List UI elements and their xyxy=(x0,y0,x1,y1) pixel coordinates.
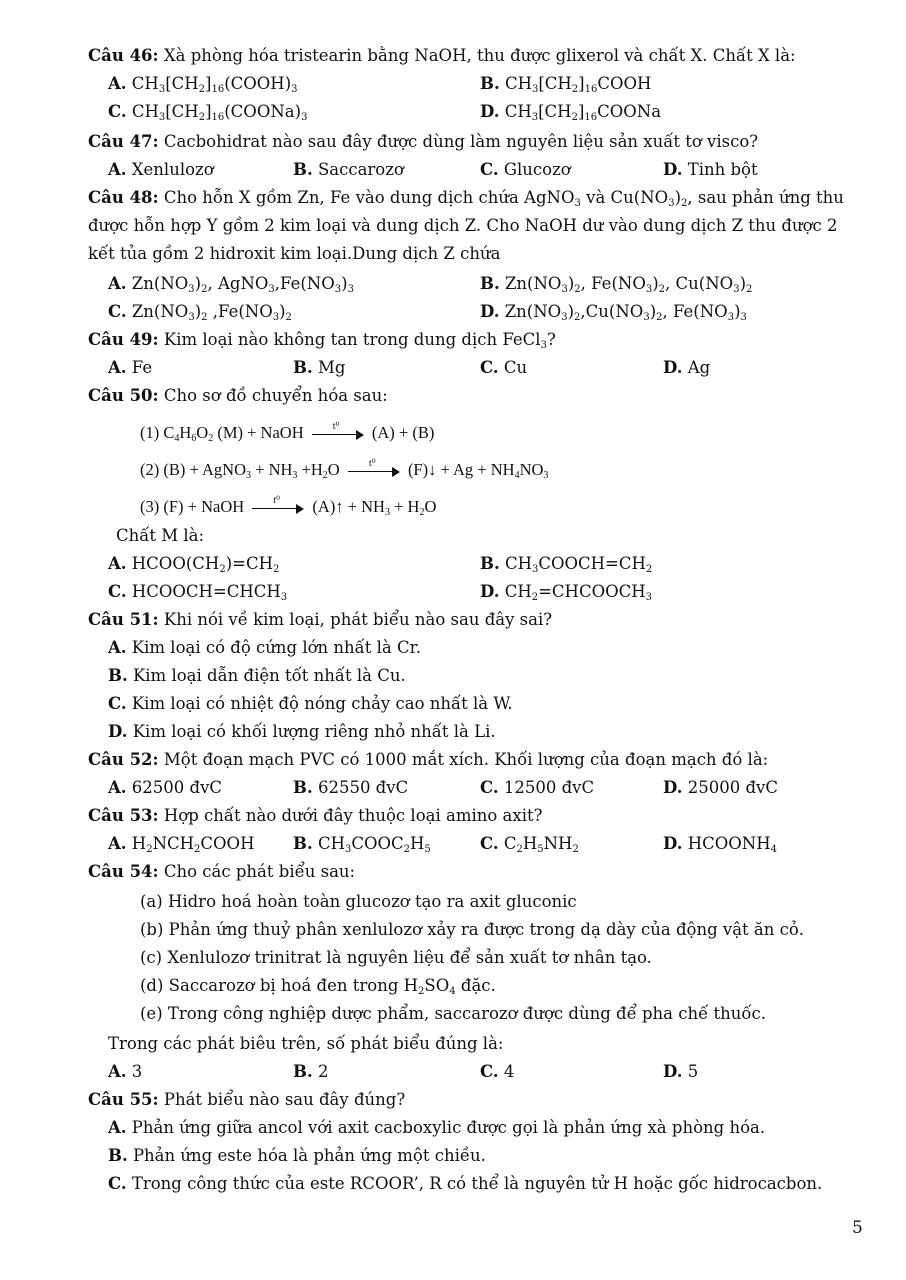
question-54-ask: Trong các phát biêu trên, số phát biểu đúng là: xyxy=(108,1034,504,1053)
q46-option-a: A. $CH_3[CH_2]_{16}(COOH)_3$ xyxy=(108,74,298,95)
question-52: Câu 52: Một đoạn mạch PVC có 1000 mắt xích. Khối lượng của đoạn mạch đó là: xyxy=(88,750,769,769)
q50-option-c: C. $HCOOCH=CHCH_3$ xyxy=(108,582,288,603)
q46-option-c: C. $CH_3[CH_2]_{16}(COONa)_3$ xyxy=(108,102,308,123)
question-51: Câu 51: Khi nói về kim loại, phát biểu nào sau đây sai? xyxy=(88,610,553,629)
q49-option-c: C. Cu xyxy=(480,358,528,377)
q54-option-d: D. 5 xyxy=(663,1062,699,1081)
question-46: Câu 46: Xà phòng hóa tristearin bằng NaOH, thu được glixerol và chất X. Chất X là: xyxy=(88,46,796,65)
reaction-arrow: t⁰ xyxy=(312,427,364,441)
question-50-ask: Chất M là: xyxy=(116,526,205,545)
q53-option-b: B. $CH_3COOC_2H_5$ xyxy=(293,834,431,855)
q53-option-d: D. $HCOONH_4$ xyxy=(663,834,777,855)
statement-c: (c) Xenlulozơ trinitrat là nguyên liệu để sản xuất tơ nhân tạo. xyxy=(140,948,652,967)
q51-option-c: C. Kim loại có nhiệt độ nóng chảy cao nhất là W. xyxy=(108,694,513,713)
q49-option-d: D. Ag xyxy=(663,358,711,377)
q52-option-b: B. 62550 đvC xyxy=(293,778,409,797)
reaction-2: (2) (B) + AgNO$_3$ + $NH_3 +H_2O$ t⁰ (F)↓ + $Ag + NH_4NO_3$ xyxy=(140,458,549,481)
q54-option-a: A. 3 xyxy=(108,1062,143,1081)
q48-option-c: C. $Zn(NO_3)_2$ $,Fe(NO_3)_2$ xyxy=(108,302,292,323)
reaction-arrow: t⁰ xyxy=(252,501,304,515)
q51-option-d: D. Kim loại có khối lượng riêng nhỏ nhất là Li. xyxy=(108,722,496,741)
page-number: 5 xyxy=(852,1218,863,1238)
q51-option-b: B. Kim loại dẫn điện tốt nhất là Cu. xyxy=(108,666,406,685)
question-48-line-3: kết tủa gồm 2 hidroxit kim loại.Dung dịch Z chứa xyxy=(88,244,501,263)
q50-option-a: A. $HCOO(CH_2)=CH_2$ xyxy=(108,554,280,575)
q48-option-d: D. $Zn(NO_3)_2,Cu(NO_3)_2$, $Fe(NO_3)_3$ xyxy=(480,302,747,323)
statement-a: (a) Hidro hoá hoàn toàn glucozơ tạo ra axit gluconic xyxy=(140,892,577,911)
statement-b: (b) Phản ứng thuỷ phân xenlulozơ xảy ra được trong dạ dày của động vật ăn cỏ. xyxy=(140,920,805,939)
q55-option-a: A. Phản ứng giữa ancol với axit cacboxylic được gọi là phản ứng xà phòng hóa. xyxy=(108,1118,766,1137)
q49-option-a: A. Fe xyxy=(108,358,153,377)
question-50: Câu 50: Cho sơ đồ chuyển hóa sau: xyxy=(88,386,388,405)
q46-option-d: D. $CH_3[CH_2]_{16}COONa$ xyxy=(480,102,662,123)
statement-e: (e) Trong công nghiệp dược phẩm, saccarozơ được dùng để pha chế thuốc. xyxy=(140,1004,766,1023)
question-55: Câu 55: Phát biểu nào sau đây đúng? xyxy=(88,1090,406,1109)
q47-option-b: B. Saccarozơ xyxy=(293,160,404,179)
q53-option-a: A. $H_2NCH_2COOH$ xyxy=(108,834,255,855)
q52-option-d: D. 25000 đvC xyxy=(663,778,778,797)
q55-option-c: C. Trong công thức của este RCOOR’, R có thể là nguyên tử H hoặc gốc hidrocacbon. xyxy=(108,1174,823,1193)
reaction-arrow: t⁰ xyxy=(348,464,400,478)
q47-option-c: C. Glucozơ xyxy=(480,160,571,179)
question-48: Câu 48: Cho hỗn X gồm Zn, Fe vào dung dịch chứa AgNO$_3$ và $Cu(NO_3)_2$, sau phản ứng thu xyxy=(88,188,844,209)
q50-option-d: D. $CH_2=CHCOOCH_3$ xyxy=(480,582,653,603)
q54-option-b: B. 2 xyxy=(293,1062,329,1081)
reaction-1: (1) $C_4H_6O_2$ (M) + NaOH t⁰ (A) + (B) xyxy=(140,421,435,444)
q49-option-b: B. Mg xyxy=(293,358,346,377)
q48-option-b: B. $Zn(NO_3)_2$, $Fe(NO_3)_2$, $Cu(NO_3)_2$ xyxy=(480,274,753,295)
q55-option-b: B. Phản ứng este hóa là phản ứng một chiều. xyxy=(108,1146,486,1165)
q47-option-d: D. Tinh bột xyxy=(663,160,758,179)
question-47: Câu 47: Cacbohidrat nào sau đây được dùng làm nguyên liệu sản xuất tơ visco? xyxy=(88,132,759,151)
q47-option-a: A. Xenlulozơ xyxy=(108,160,214,179)
question-54: Câu 54: Cho các phát biểu sau: xyxy=(88,862,356,881)
question-53: Câu 53: Hợp chất nào dưới đây thuộc loại amino axit? xyxy=(88,806,543,825)
q53-option-c: C. $C_2H_5NH_2$ xyxy=(480,834,579,855)
statement-d: (d) Saccarozơ bị hoá đen trong $H_2SO_4$ đặc. xyxy=(140,976,496,997)
q52-option-a: A. 62500 đvC xyxy=(108,778,223,797)
q48-option-a: A. $Zn(NO_3)_2$, $AgNO_3,Fe(NO_3)_3$ xyxy=(108,274,354,295)
q46-option-b: B. $CH_3[CH_2]_{16}COOH$ xyxy=(480,74,652,95)
question-48-line-2: được hỗn hợp Y gồm 2 kim loại và dung dịch Z. Cho NaOH dư vào dung dịch Z thu được 2 xyxy=(88,216,838,235)
q52-option-c: C. 12500 đvC xyxy=(480,778,595,797)
reaction-3: (3) (F) + NaOH t⁰ (A)↑ + $NH_3 + H_2O$ xyxy=(140,495,437,518)
q54-option-c: C. 4 xyxy=(480,1062,515,1081)
q50-option-b: B. $CH_3COOCH=CH_2$ xyxy=(480,554,653,575)
q51-option-a: A. Kim loại có độ cứng lớn nhất là Cr. xyxy=(108,638,421,657)
question-49: Câu 49: Kim loại nào không tan trong dung dịch FeCl$_3$? xyxy=(88,330,556,351)
